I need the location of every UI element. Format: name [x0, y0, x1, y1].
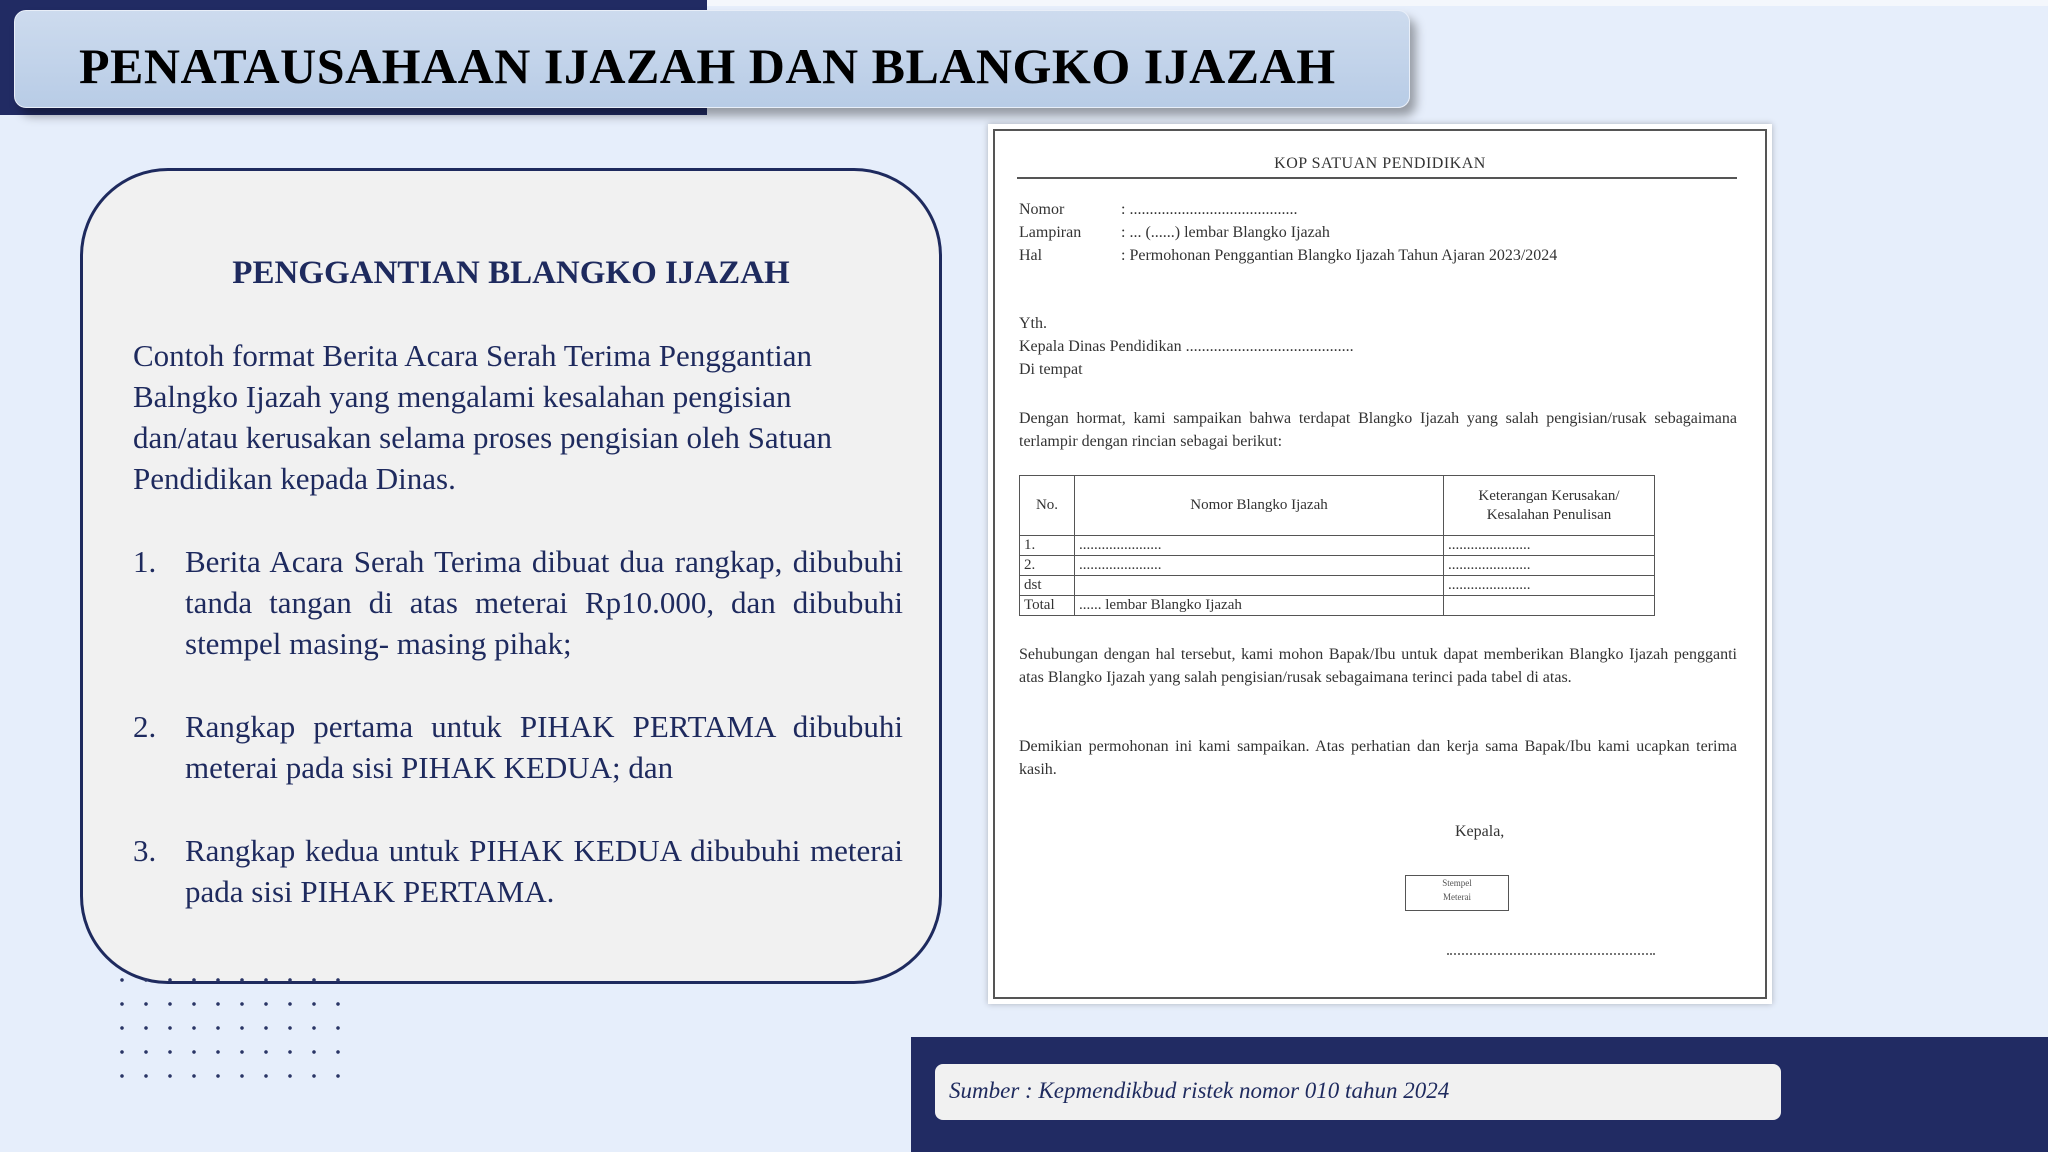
table-header: No.: [1020, 476, 1075, 536]
table-cell: dst: [1020, 576, 1075, 596]
table-cell: ...... lembar Blangko Ijazah: [1075, 596, 1444, 616]
list-item-text: Rangkap pertama untuk PIHAK PERTAMA dibubuhi meterai pada sisi PIHAK KEDUA; dan: [185, 709, 903, 785]
card-intro: Contoh format Berita Acara Serah Terima Penggantian Balngko Ijazah yang mengalami kesalahan pengisian dan/atau kerusakan selama proses pengisian oleh Satuan Pendidikan kepada Dinas.: [133, 338, 832, 496]
document-kop: KOP SATUAN PENDIDIKAN: [1274, 155, 1486, 172]
list-item: [133, 830, 903, 912]
table-cell: ......................: [1075, 536, 1444, 556]
hal-label: Hal: [1019, 247, 1043, 264]
kop-divider: [1017, 177, 1737, 179]
list-item-number: 3.: [133, 833, 157, 868]
table-cell: 1.: [1020, 536, 1075, 556]
table-row: [1020, 536, 1655, 556]
info-card: [80, 168, 942, 984]
page-title: PENATAUSAHAAN IJAZAH DAN BLANGKO IJAZAH: [79, 38, 1336, 94]
lampiran-label: Lampiran: [1019, 224, 1082, 241]
document-sample: [988, 124, 1772, 1004]
table-header: Keterangan Kerusakan/ Kesalahan Penulisan: [1444, 476, 1655, 536]
table-cell: [1444, 596, 1655, 616]
nomor-label: Nomor: [1019, 201, 1065, 218]
table-row: [1020, 576, 1655, 596]
table-cell: ......................: [1444, 576, 1655, 596]
request-paragraph: Sehubungan dengan hal tersebut, kami mohon Bapak/Ibu untuk dapat memberikan Blangko Ijazah pengganti atas Blangko Ijazah yang salah pengisian/rusak sebagaimana terinci pada tabel di atas.: [1019, 646, 1737, 686]
document-frame: [993, 129, 1767, 999]
list-item-number: 1.: [133, 544, 157, 579]
list-item: [133, 541, 903, 664]
table-cell: [1075, 576, 1444, 596]
title-banner: [14, 10, 1410, 108]
list-item-number: 2.: [133, 709, 157, 744]
blangko-table: [1019, 475, 1655, 616]
header-band-light: [707, 0, 2048, 6]
table-cell: ......................: [1444, 536, 1655, 556]
hal-value: : Permohonan Penggantian Blangko Ijazah Tahun Ajaran 2023/2024: [1121, 247, 1558, 264]
di-tempat-line: Di tempat: [1019, 361, 1083, 378]
kepala-dinas-line: Kepala Dinas Pendidikan ..........................................: [1019, 338, 1354, 355]
stempel-box: [1405, 875, 1509, 911]
list-item-text: Rangkap kedua untuk PIHAK KEDUA dibubuhi meterai pada sisi PIHAK PERTAMA.: [185, 833, 903, 909]
meterai-text: Meterai: [1443, 892, 1471, 902]
source-citation: Sumber : Kepmendikbud ristek nomor 010 tahun 2024: [949, 1078, 1450, 1103]
source-box: [935, 1064, 1781, 1120]
stempel-text: Stempel: [1442, 878, 1472, 888]
decorative-dot-grid: [110, 968, 350, 1098]
kepala-signature-label: Kepala,: [1455, 823, 1505, 840]
closing-paragraph: Demikian permohonan ini kami sampaikan. Atas perhatian dan kerja sama Bapak/Ibu kami ucapkan terima kasih.: [1019, 738, 1737, 778]
lampiran-value: : ... (......) lembar Blangko Ijazah: [1121, 224, 1330, 241]
yth-line: Yth.: [1019, 315, 1047, 332]
list-item-text: Berita Acara Serah Terima dibuat dua rangkap, dibubuhi tanda tangan di atas meterai Rp10.000, dan dibubuhi stempel masing- masing pihak;: [185, 544, 903, 661]
table-cell: ......................: [1444, 556, 1655, 576]
table-row: [1020, 556, 1655, 576]
table-cell: Total: [1020, 596, 1075, 616]
nomor-value: : ..........................................: [1121, 201, 1298, 218]
table-cell: 2.: [1020, 556, 1075, 576]
card-heading: PENGGANTIAN BLANGKO IJAZAH: [232, 255, 790, 291]
table-total-row: [1020, 596, 1655, 616]
opening-paragraph: Dengan hormat, kami sampaikan bahwa terdapat Blangko Ijazah yang salah pengisian/rusak sebagaimana terlampir dengan rincian sebagai berikut:: [1019, 410, 1737, 450]
table-header: Nomor Blangko Ijazah: [1075, 476, 1444, 536]
table-cell: ......................: [1075, 556, 1444, 576]
signature-line: [1447, 953, 1655, 955]
list-item: [133, 706, 903, 788]
